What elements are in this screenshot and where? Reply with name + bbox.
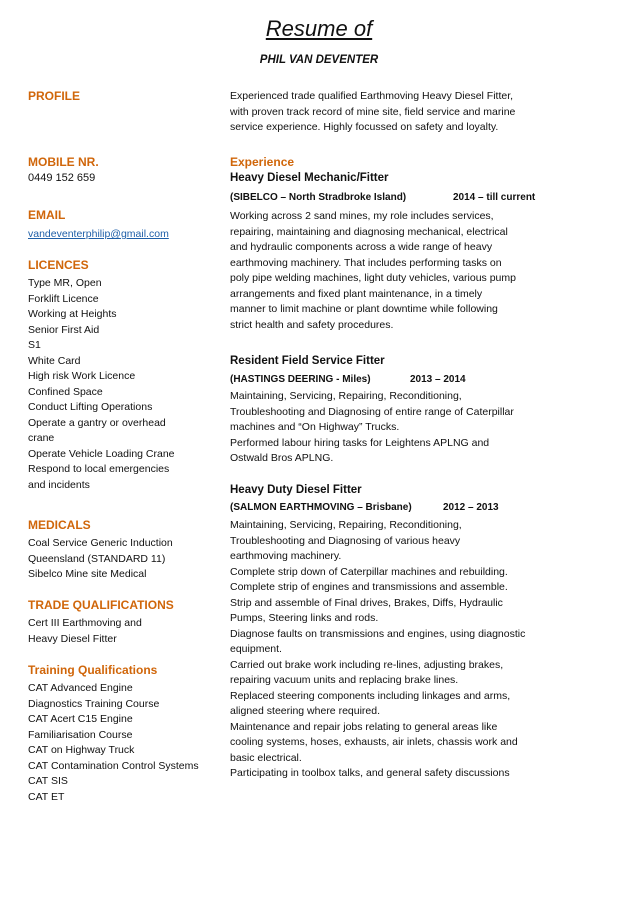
description-line: repairing, maintaining and diagnosing mechanical, electrical	[230, 225, 508, 238]
list-item: Sibelco Mine site Medical	[28, 568, 147, 580]
job3-dates: 2012 – 2013	[443, 502, 499, 513]
job1-description	[230, 209, 516, 333]
list-item: Type MR, Open	[28, 277, 102, 289]
email-link[interactable]: vandeventerphilip@gmail.com	[28, 228, 169, 240]
trade-qualifications-heading: TRADE QUALIFICATIONS	[28, 598, 174, 612]
job3-title: Heavy Duty Diesel Fitter	[230, 484, 362, 496]
description-line: and hydraulic components across a wide range of heavy	[230, 241, 493, 253]
list-item: CAT ET	[28, 790, 65, 803]
description-line: strict health and safety procedures.	[230, 318, 394, 331]
profile-line: Experienced trade qualified Earthmoving Heavy Diesel Fitter,	[230, 90, 514, 102]
list-item: Forklift Licence	[28, 292, 99, 305]
description-line: machines and “On Highway” Trucks.	[230, 421, 400, 433]
list-item: S1	[28, 339, 41, 351]
description-line: repairing vacuum units and replacing brake lines.	[230, 674, 459, 686]
description-line: cooling systems, hoses, exhausts, air inlets, chassis work and	[230, 736, 518, 748]
list-item: Diagnostics Training Course	[28, 697, 160, 710]
list-item: Conduct Lifting Operations	[28, 401, 153, 413]
job2-description	[230, 389, 514, 467]
description-line: Replaced steering components including linkages and arms,	[230, 689, 511, 702]
list-item: and incidents	[28, 478, 90, 491]
description-line: Maintaining, Servicing, Repairing, Reconditioning,	[230, 390, 462, 402]
description-line: arrangements and fixed plant maintenance, in a timely	[230, 287, 483, 300]
description-line: Maintenance and repair jobs relating to general areas like	[230, 720, 498, 733]
list-item: crane	[28, 432, 55, 444]
job2-company: (HASTINGS DEERING - Miles)	[230, 374, 371, 385]
description-line: basic electrical.	[230, 751, 302, 764]
description-line: Troubleshooting and Diagnosing of various heavy	[230, 534, 461, 547]
list-item: CAT Acert C15 Engine	[28, 713, 133, 725]
profile-summary	[230, 89, 515, 136]
mobile-heading: MOBILE NR.	[28, 155, 99, 169]
job2-dates: 2013 – 2014	[410, 374, 466, 385]
list-item: Operate Vehicle Loading Crane	[28, 447, 175, 460]
medicals-heading: MEDICALS	[28, 518, 91, 532]
training-qualifications-list	[28, 681, 199, 805]
list-item: Senior First Aid	[28, 323, 100, 336]
description-line: aligned steering where required.	[230, 705, 381, 717]
training-qualifications-heading: Training Qualifications	[28, 663, 158, 677]
experience-heading: Experience	[230, 155, 295, 169]
list-item: Working at Heights	[28, 308, 117, 320]
description-line: Complete strip of engines and transmissions and assemble.	[230, 581, 508, 593]
resume-title: Resume of	[265, 16, 373, 41]
description-line: equipment.	[230, 643, 282, 655]
job1-company: (SIBELCO – North Stradbroke Island)	[230, 192, 407, 203]
list-item: Confined Space	[28, 385, 103, 398]
description-line: Troubleshooting and Diagnosing of entire range of Caterpillar	[230, 405, 514, 418]
licences-heading: LICENCES	[28, 258, 89, 272]
list-item: CAT SIS	[28, 775, 68, 787]
description-line: earthmoving machinery.	[230, 550, 342, 562]
description-line: earthmoving machinery. That includes performing tasks on	[230, 256, 502, 269]
medicals-list	[28, 536, 173, 583]
list-item: CAT on Highway Truck	[28, 744, 135, 756]
list-item: CAT Advanced Engine	[28, 682, 133, 694]
job3-description	[230, 518, 525, 782]
list-item: Coal Service Generic Induction	[28, 537, 173, 549]
trade-qualifications-list	[28, 616, 142, 647]
description-line: Diagnose faults on transmissions and engines, using diagnostic	[230, 627, 526, 640]
list-item: Familiarisation Course	[28, 728, 133, 741]
email-heading: EMAIL	[28, 208, 66, 222]
description-line: Strip and assemble of Final drives, Brakes, Diffs, Hydraulic	[230, 596, 503, 609]
list-item: Respond to local emergencies	[28, 463, 170, 475]
description-line: Maintaining, Servicing, Repairing, Reconditioning,	[230, 519, 462, 531]
description-line: Complete strip down of Caterpillar machines and rebuilding.	[230, 565, 508, 578]
description-line: Participating in toolbox talks, and general safety discussions	[230, 767, 510, 779]
list-item: Operate a gantry or overhead	[28, 416, 166, 429]
job2-title: Resident Field Service Fitter	[230, 355, 385, 367]
description-line: Ostwald Bros APLNG.	[230, 452, 334, 464]
list-item: White Card	[28, 354, 81, 367]
list-item: Cert III Earthmoving and	[28, 617, 142, 629]
list-item: CAT Contamination Control Systems	[28, 759, 199, 772]
list-item: High risk Work Licence	[28, 370, 136, 382]
candidate-name: PHIL VAN DEVENTER	[259, 54, 379, 66]
profile-heading: PROFILE	[28, 89, 81, 103]
profile-line: with proven track record of mine site, field service and marine	[230, 105, 516, 118]
list-item: Queensland (STANDARD 11)	[28, 552, 166, 565]
description-line: Performed labour hiring tasks for Leightens APLNG and	[230, 436, 490, 449]
job3-company: (SALMON EARTHMOVING – Brisbane)	[230, 502, 412, 513]
mobile-value: 0449 152 659	[28, 172, 96, 184]
list-item: Heavy Diesel Fitter	[28, 632, 117, 645]
profile-line: service experience. Highly focussed on safety and loyalty.	[230, 121, 499, 133]
description-line: Working across 2 sand mines, my role includes services,	[230, 210, 494, 222]
job1-dates: 2014 – till current	[453, 192, 536, 203]
job1-title: Heavy Diesel Mechanic/Fitter	[230, 172, 389, 184]
description-line: Carried out brake work including re-lines, adjusting brakes,	[230, 658, 504, 671]
licences-list	[28, 276, 175, 493]
description-line: poly pipe welding machines, light duty vehicles, various pump	[230, 272, 516, 284]
description-line: Pumps, Steering links and rods.	[230, 612, 379, 624]
description-line: manner to limit machine or plant downtime while following	[230, 303, 498, 315]
